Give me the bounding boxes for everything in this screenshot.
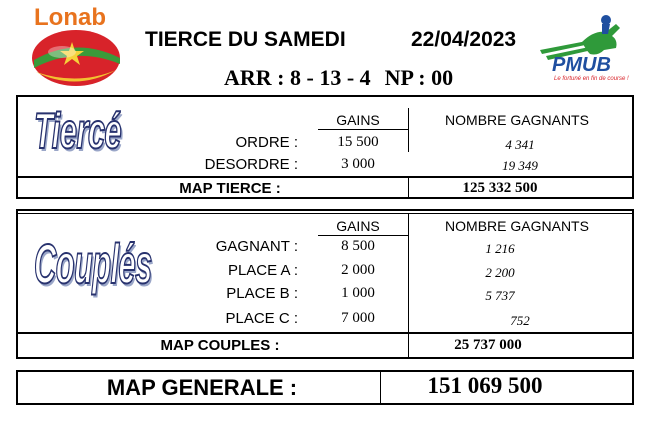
couples-row-gain: 7 000 [341, 310, 375, 326]
couples-row-gain: 2 000 [341, 262, 375, 278]
couples-top-rule [16, 213, 634, 214]
page-title: TIERCE DU SAMEDI [145, 28, 346, 51]
pmub-tagline: Le fortuné en fin de course ! [554, 76, 629, 82]
map-generale-label: MAP GENERALE : [106, 375, 298, 400]
couples-row-winners: 752 [510, 313, 530, 328]
couples-row-winners: 1 216 [485, 241, 515, 256]
tierce-gains-header: GAINS [336, 112, 380, 128]
couples-row-label: PLACE A : [227, 262, 298, 279]
map-tierce-label: MAP TIERCE : [179, 180, 281, 197]
tierce-row-gain: 15 500 [337, 134, 379, 150]
tierce-row-winners: 4 341 [505, 137, 535, 152]
couples-winners-header: NOMBRE GAGNANTS [445, 218, 589, 234]
couples-column-divider [408, 214, 409, 332]
couples-map-divider [16, 332, 634, 334]
tierce-row-winners: 19 349 [502, 158, 538, 173]
couples-row-label: PLACE B : [226, 285, 298, 302]
tierce-header-underline [318, 129, 408, 130]
tierce-row-label: ORDRE : [235, 134, 298, 151]
race-date: 22/04/2023 [411, 28, 517, 51]
map-generale-divider [380, 370, 381, 405]
couples-row-gain: 8 500 [341, 238, 375, 254]
couples-row-winners: 2 200 [485, 265, 515, 280]
tierce-column-divider [408, 108, 409, 152]
couples-gains-header: GAINS [336, 218, 380, 234]
couples-header-underline [318, 235, 408, 236]
map-couples-value: 25 737 000 [454, 337, 522, 353]
map-generale-value: 151 069 500 [427, 373, 543, 398]
pmub-logo [532, 10, 642, 86]
arrival-line [224, 65, 453, 91]
tierce-row-gain: 3 000 [341, 156, 375, 172]
lonab-wordmark: Lonab [34, 4, 106, 31]
map-couples-label: MAP COUPLES : [160, 337, 280, 354]
couples-row-gain: 1 000 [341, 285, 375, 301]
couples-row-label: PLACE C : [225, 310, 298, 327]
couples-row-winners: 5 737 [485, 288, 515, 303]
tierce-row-label: DESORDRE : [204, 156, 298, 173]
couples-decorative-title: Couplés [34, 232, 152, 295]
map-tierce-value: 125 332 500 [462, 180, 538, 196]
lonab-logo [26, 6, 130, 90]
tierce-winners-header: NOMBRE GAGNANTS [445, 112, 589, 128]
tierce-map-column-divider [408, 176, 409, 198]
pmub-wordmark: PMUB [552, 54, 611, 76]
tierce-map-divider [16, 176, 634, 178]
arrival-order: ARR : 8 - 13 - 4 [224, 65, 371, 90]
couples-row-label: GAGNANT : [215, 238, 298, 255]
tierce-decorative-title: Tiercé [34, 103, 122, 159]
non-partants: NP : 00 [384, 65, 454, 90]
